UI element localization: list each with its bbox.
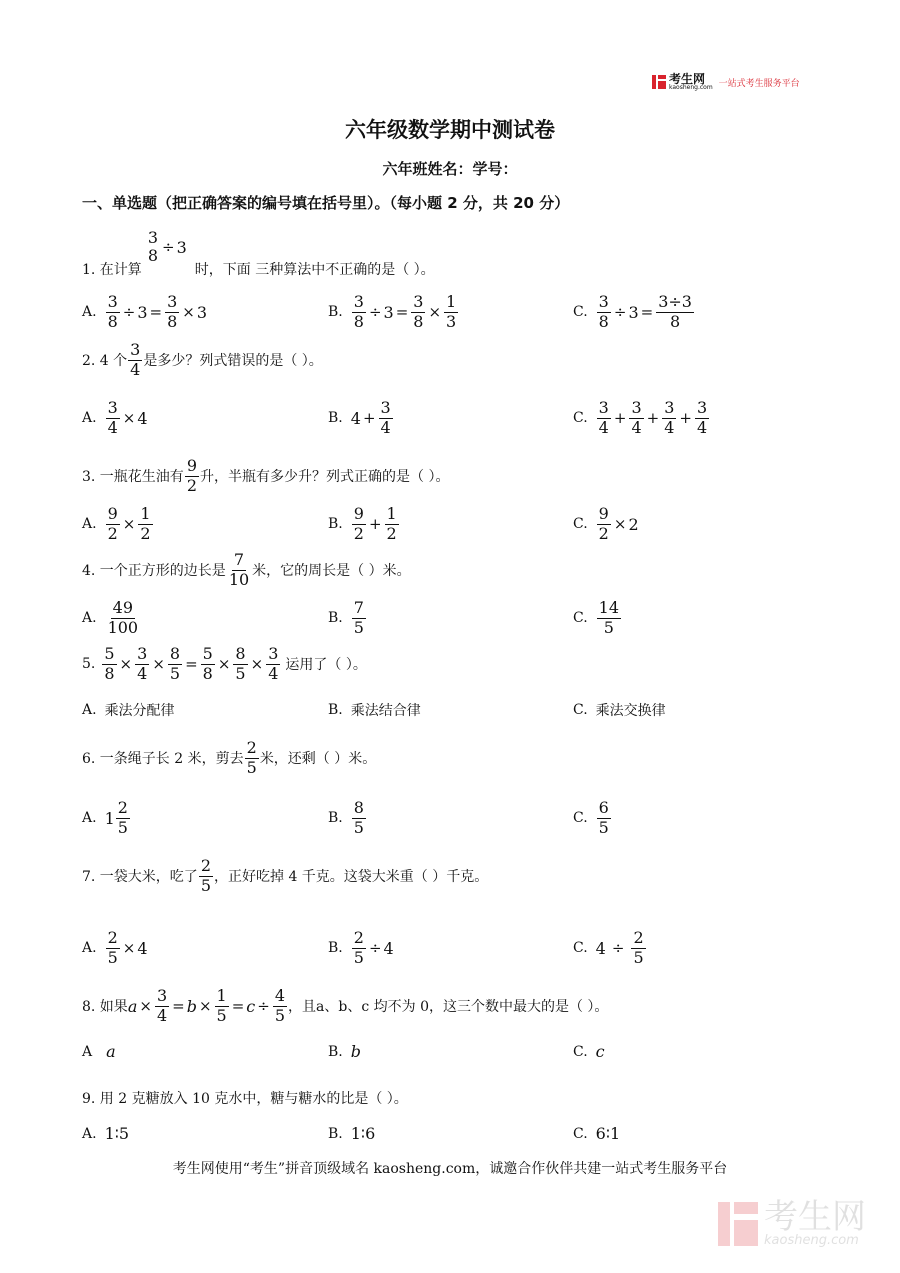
q2-option-a[interactable]: A. $\frac{3}{4}$ × 4 — [82, 398, 148, 437]
question-4: 4. 一个正方形的边长是 7 10 米，它的周长是（ ）米。 — [82, 550, 411, 589]
question-1 — [82, 230, 435, 285]
q1-suffix: 时，下面 三种算法中不正确的是（ ）。 — [194, 262, 435, 279]
q9-option-c[interactable]: C. 6∶1 — [573, 1124, 621, 1143]
q3-option-b[interactable]: B. 9 2 + $\frac{1}{2}$ — [328, 504, 397, 543]
question-3: 3. 一瓶花生油有 9 2 升，半瓶有多少升？列式正确的是（ ）。 — [82, 456, 450, 495]
watermark-logo-icon — [718, 1202, 758, 1246]
page-footer: 考生网使用“考生”拼音顶级域名 kaosheng.com，诚邀合作伙伴共建一站式考生服务平台 — [172, 1161, 728, 1177]
q6-option-c[interactable]: C. 6 5 — [573, 798, 609, 837]
q7-option-b[interactable]: B. $\frac{2}{5}$ ÷ 4 — [328, 928, 394, 967]
question-7: 7. 一袋大米，吃了 2 5 ，正好吃掉 4 千克。这袋大米重（ ）千克。 — [82, 856, 489, 895]
section-heading: 一、单选题（把正确答案的编号填在括号里）。（每小题 2 分，共 20 分） — [82, 194, 570, 212]
logo-domain: kaosheng.com — [669, 84, 713, 91]
q4-option-c[interactable]: C. 14 5 — [573, 598, 620, 637]
logo-mark-icon — [652, 75, 666, 89]
q5-option-b[interactable]: B. 乘法结合律 — [328, 702, 421, 719]
watermark-domain: kaosheng.com — [764, 1233, 859, 1248]
q7-option-a[interactable]: A. $\frac{2}{5}$ × 4 — [82, 928, 148, 967]
q2-option-b[interactable]: B. 4 + $\frac{3}{4}$ — [328, 398, 391, 437]
q1-option-c[interactable]: C. $\frac{3}{8}$ ÷ 3 = $\frac{3\div 3}{8}$ — [573, 292, 692, 331]
q1-option-a[interactable]: A. $\frac{3}{8}$ ÷ 3 = $\frac{3}{8}$ × 3 — [82, 292, 208, 331]
q8-option-c[interactable]: C. c — [573, 1042, 605, 1061]
q5-option-c[interactable]: C. 乘法交换律 — [573, 702, 666, 719]
q2-option-c[interactable]: C. 3 4 + $\frac{3}{4}$ + $\frac{3}{4}$ + $\frac{3}{4}$ — [573, 398, 708, 437]
logo-text: 考生网 — [669, 72, 706, 86]
q5-option-a[interactable]: A. 乘法分配律 — [82, 702, 175, 719]
q9-option-a[interactable]: A. 1∶5 — [82, 1124, 130, 1143]
q4-option-a[interactable]: A. 49 100 — [82, 598, 139, 637]
q3-option-a[interactable]: A. $\frac{9}{2}$ × $\frac{1}{2}$ — [82, 504, 151, 543]
question-8: 8. 如果 a × $\frac{3}{4}$ = b × $\frac{1}{5}$ = c ÷ $\frac{4}{5}$ ，且a、b、c 均不为 0，这三个数中最大的是（ ）。 — [82, 986, 609, 1025]
watermark — [718, 1197, 866, 1248]
q9-option-b[interactable]: B. 1∶6 — [328, 1124, 376, 1143]
q3-option-c[interactable]: C. $\frac{9}{2}$ × 2 — [573, 504, 639, 543]
logo-slogan: 一站式考生服务平台 — [718, 78, 800, 89]
q6-option-b[interactable]: B. 8 5 — [328, 798, 364, 837]
q4-option-b[interactable]: B. 7 5 — [328, 598, 364, 637]
question-6: 6. 一条绳子长 2 米，剪去 2 5 米，还剩（ ）米。 — [82, 738, 377, 777]
page-title: 六年级数学期中测试卷 — [345, 118, 555, 142]
q7-option-c[interactable]: C. 4 ÷ $\frac{2}{5}$ — [573, 928, 644, 967]
question-2: 2. 4 个 3 4 是多少？列式错误的是（ ）。 — [82, 340, 323, 379]
header-logo — [652, 73, 800, 91]
question-9: 9. 用 2 克糖放入 10 克水中，糖与糖水的比是（ ）。 — [82, 1091, 408, 1107]
page-subtitle: 六年班姓名：学号： — [382, 160, 518, 178]
q6-option-a[interactable]: A. 1 2 5 — [82, 798, 128, 837]
q8-option-a[interactable]: A a — [82, 1042, 116, 1061]
watermark-text: 考生网 — [764, 1197, 866, 1237]
q1-prefix: 1. 在计算 — [82, 262, 142, 279]
q1-option-b[interactable]: B. $\frac{3}{8}$ ÷ 3 = $\frac{3}{8}$ × $\frac{1}{3}$ — [328, 292, 457, 331]
q8-option-b[interactable]: B. b — [328, 1042, 361, 1061]
q1-expression: 3 8 ÷ 3 — [147, 228, 187, 265]
question-5: 5. $\frac{5}{8}$ × $\frac{3}{4}$ × $\frac{8}{5}$ = $\frac{5}{8}$ × $\frac{8}{5}$ × $\frac{3}{4}$ 运用了（ ）。 — [82, 644, 367, 683]
